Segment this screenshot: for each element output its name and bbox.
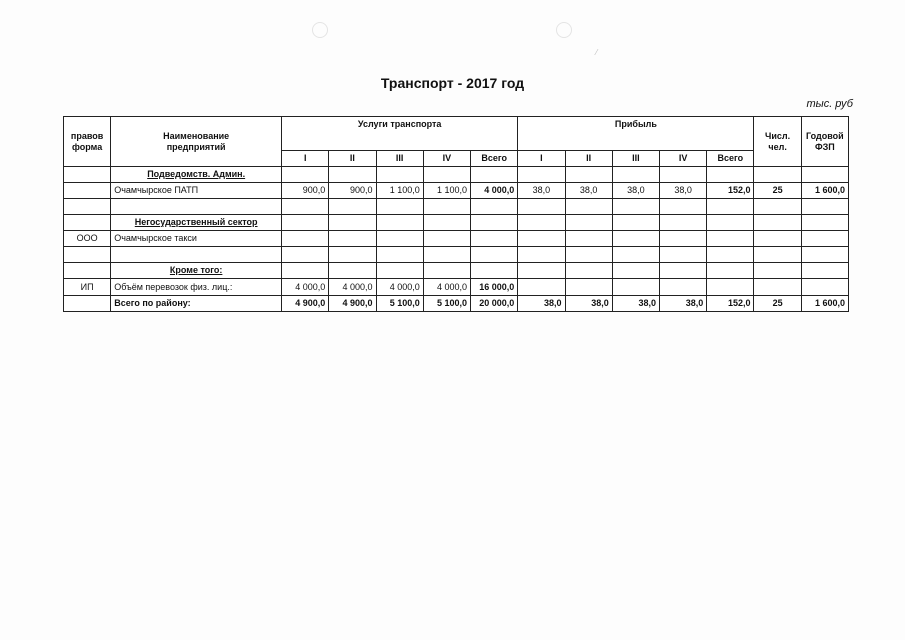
cell-profit-q1 [518, 263, 565, 279]
cell-transport-total: 20 000,0 [471, 296, 518, 312]
page-title: Транспорт - 2017 год [380, 75, 525, 91]
cell-profit-q4 [660, 215, 707, 231]
cell-profit-total [707, 215, 754, 231]
cell-profit-q3 [612, 215, 659, 231]
cell-name: Очамчырское такси [111, 231, 282, 247]
cell-form: ИП [64, 279, 111, 296]
cell-transport-q2 [329, 247, 376, 263]
cell-transport-q2 [329, 231, 376, 247]
cell-profit-q3 [612, 231, 659, 247]
cell-profit-total: 152,0 [707, 183, 754, 199]
cell-transport-q2 [329, 215, 376, 231]
cell-profit-q1 [518, 247, 565, 263]
cell-transport-q2: 4 900,0 [329, 296, 376, 312]
cell-transport-q4: 5 100,0 [423, 296, 470, 312]
cell-name: Очамчырское ПАТП [111, 183, 282, 199]
cell-profit-total [707, 247, 754, 263]
cell-payroll: 1 600,0 [801, 183, 848, 199]
cell-transport-total [471, 263, 518, 279]
cell-profit-q2 [565, 167, 612, 183]
cell-transport-q4: 4 000,0 [423, 279, 470, 296]
cell-form [64, 215, 111, 231]
cell-employees [754, 215, 801, 231]
cell-employees [754, 167, 801, 183]
cell-payroll [801, 167, 848, 183]
table-row [64, 247, 849, 263]
cell-transport-total [471, 215, 518, 231]
cell-transport-q2: 4 000,0 [329, 279, 376, 296]
cell-form: ООО [64, 231, 111, 247]
cell-transport-q4 [423, 215, 470, 231]
cell-transport-total [471, 199, 518, 215]
cell-employees [754, 263, 801, 279]
cell-transport-q2: 900,0 [329, 183, 376, 199]
header-transport-q2: II [329, 151, 376, 167]
cell-profit-q4 [660, 279, 707, 296]
cell-profit-total [707, 279, 754, 296]
cell-payroll [801, 231, 848, 247]
units-label: тыс. руб [806, 98, 853, 110]
cell-profit-q2: 38,0 [565, 183, 612, 199]
header-profit-q2: II [565, 151, 612, 167]
table-row [64, 279, 849, 296]
cell-transport-q4 [423, 263, 470, 279]
table-row [64, 231, 849, 247]
cell-transport-q4 [423, 199, 470, 215]
cell-profit-q3: 38,0 [612, 183, 659, 199]
cell-employees [754, 199, 801, 215]
cell-transport-total [471, 247, 518, 263]
cell-payroll [801, 247, 848, 263]
table-row [64, 199, 849, 215]
cell-transport-q1 [282, 167, 329, 183]
header-profit: Прибыль [518, 117, 754, 151]
cell-transport-q3: 5 100,0 [376, 296, 423, 312]
section-row [64, 215, 849, 231]
cell-transport-q2 [329, 167, 376, 183]
cell-profit-q1 [518, 279, 565, 296]
cell-profit-q1 [518, 231, 565, 247]
cell-profit-q4 [660, 231, 707, 247]
header-transport-total: Всего [471, 151, 518, 167]
cell-profit-q1: 38,0 [518, 183, 565, 199]
cell-profit-q2: 38,0 [565, 296, 612, 312]
cell-profit-q3 [612, 247, 659, 263]
header-transport-q4: IV [423, 151, 470, 167]
cell-payroll [801, 279, 848, 296]
cell-profit-total [707, 263, 754, 279]
cell-profit-total [707, 199, 754, 215]
cell-profit-q4 [660, 247, 707, 263]
cell-profit-q1 [518, 199, 565, 215]
cell-name: Подведомств. Админ. [111, 167, 282, 183]
cell-payroll [801, 215, 848, 231]
cell-transport-q4 [423, 231, 470, 247]
cell-profit-q2 [565, 231, 612, 247]
cell-transport-q2 [329, 199, 376, 215]
header-transport-q1: I [282, 151, 329, 167]
punch-hole-right [556, 22, 572, 38]
cell-transport-total [471, 231, 518, 247]
cell-employees [754, 279, 801, 296]
cell-employees: 25 [754, 296, 801, 312]
cell-transport-q1: 4 000,0 [282, 279, 329, 296]
cell-profit-q2 [565, 247, 612, 263]
cell-name: Кроме того: [111, 263, 282, 279]
cell-payroll [801, 199, 848, 215]
section-row [64, 167, 849, 183]
header-name: Наименование предприятий [111, 117, 282, 167]
cell-profit-q3 [612, 167, 659, 183]
cell-transport-q2 [329, 263, 376, 279]
cell-employees: 25 [754, 183, 801, 199]
cell-profit-q3: 38,0 [612, 296, 659, 312]
cell-employees [754, 231, 801, 247]
cell-profit-q3 [612, 199, 659, 215]
scan-speck: ⁄ [596, 48, 598, 57]
cell-transport-q3: 1 100,0 [376, 183, 423, 199]
cell-profit-q2 [565, 263, 612, 279]
cell-transport-total: 16 000,0 [471, 279, 518, 296]
cell-form [64, 183, 111, 199]
cell-form [64, 247, 111, 263]
cell-profit-total [707, 167, 754, 183]
cell-transport-q3 [376, 167, 423, 183]
header-transport-q3: III [376, 151, 423, 167]
cell-name: Негосударственный сектор [111, 215, 282, 231]
cell-transport-q3 [376, 215, 423, 231]
cell-transport-q4: 1 100,0 [423, 183, 470, 199]
cell-profit-q4 [660, 263, 707, 279]
cell-transport-q3: 4 000,0 [376, 279, 423, 296]
cell-transport-total [471, 167, 518, 183]
header-profit-q1: I [518, 151, 565, 167]
header-profit-q3: III [612, 151, 659, 167]
header-employees: Числ. чел. [754, 117, 801, 167]
cell-profit-q4 [660, 167, 707, 183]
cell-transport-q1: 4 900,0 [282, 296, 329, 312]
cell-transport-q4 [423, 167, 470, 183]
cell-profit-q1 [518, 167, 565, 183]
transport-table [63, 116, 849, 312]
cell-transport-q1 [282, 263, 329, 279]
cell-transport-total: 4 000,0 [471, 183, 518, 199]
header-profit-q4: IV [660, 151, 707, 167]
cell-profit-q3 [612, 279, 659, 296]
cell-transport-q1: 900,0 [282, 183, 329, 199]
table-body [64, 167, 849, 312]
cell-form [64, 167, 111, 183]
cell-transport-q3 [376, 263, 423, 279]
cell-transport-q1 [282, 199, 329, 215]
punch-hole-left [312, 22, 328, 38]
header-profit-total: Всего [707, 151, 754, 167]
cell-transport-q4 [423, 247, 470, 263]
header-transport: Услуги транспорта [282, 117, 518, 151]
table-row [64, 183, 849, 199]
cell-name: Объём перевозок физ. лиц.: [111, 279, 282, 296]
cell-payroll [801, 263, 848, 279]
cell-name [111, 199, 282, 215]
cell-profit-q1: 38,0 [518, 296, 565, 312]
section-row [64, 263, 849, 279]
header-payroll: Годовой ФЗП [801, 117, 848, 167]
cell-name: Всего по району: [111, 296, 282, 312]
cell-form [64, 296, 111, 312]
cell-name [111, 247, 282, 263]
total-row [64, 296, 849, 312]
cell-transport-q3 [376, 247, 423, 263]
cell-transport-q1 [282, 247, 329, 263]
cell-employees [754, 247, 801, 263]
cell-profit-q2 [565, 215, 612, 231]
cell-transport-q3 [376, 231, 423, 247]
cell-profit-q4: 38,0 [660, 296, 707, 312]
cell-profit-q2 [565, 199, 612, 215]
cell-transport-q1 [282, 215, 329, 231]
cell-form [64, 263, 111, 279]
cell-profit-total [707, 231, 754, 247]
header-form: правов форма [64, 117, 111, 167]
cell-profit-q1 [518, 215, 565, 231]
cell-profit-total: 152,0 [707, 296, 754, 312]
cell-payroll: 1 600,0 [801, 296, 848, 312]
cell-profit-q4: 38,0 [660, 183, 707, 199]
cell-profit-q4 [660, 199, 707, 215]
cell-transport-q3 [376, 199, 423, 215]
cell-transport-q1 [282, 231, 329, 247]
cell-form [64, 199, 111, 215]
cell-profit-q3 [612, 263, 659, 279]
cell-profit-q2 [565, 279, 612, 296]
